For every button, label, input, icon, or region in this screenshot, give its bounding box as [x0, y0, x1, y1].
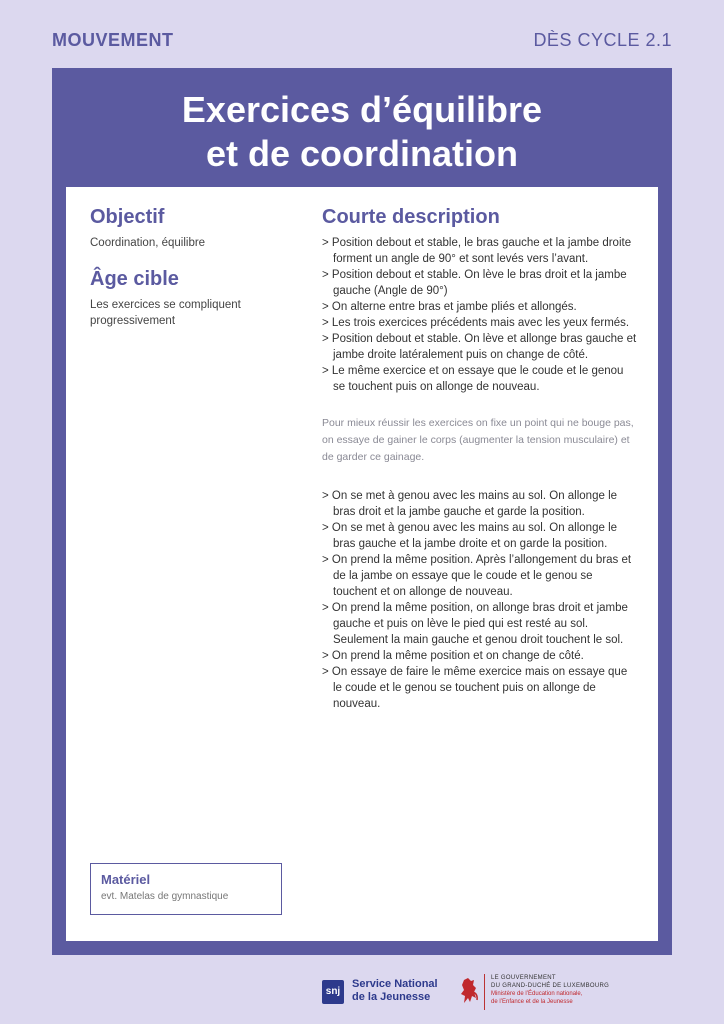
snj-name-line-2: de la Jeunesse: [352, 991, 431, 1003]
gov-line-4: de l’Enfance et de la Jeunesse: [491, 999, 573, 1005]
title-line-2: et de coordination: [205, 133, 518, 174]
list-item: > On alterne entre bras et jambe pliés et allongés.: [322, 301, 577, 313]
list-item: > Position debout et stable. On lève le bras droit et la jambe gauche (Angle de 90°): [322, 269, 627, 297]
list-item: > Position debout et stable. On lève et allonge bras gauche et jambe droite latéralement puis on change de côté.: [322, 333, 637, 361]
footer: [0, 974, 724, 1014]
top-bar: [52, 30, 672, 54]
gov-line-2: DU GRAND-DUCHÉ DE LUXEMBOURG: [491, 983, 610, 989]
description-list-2: [322, 488, 638, 712]
list-item: > On se met à genou avec les mains au sol. On allonge le bras droit et la jambe gauche et garde la position.: [322, 490, 618, 518]
lion-icon: [458, 976, 480, 1006]
list-item: > On prend la même position, on allonge bras droit et jambe gauche et puis on lève le pied qui est resté au sol. Seulement la main gauche et genou droit touchent le sol.: [322, 602, 628, 646]
list-item: > Position debout et stable, le bras gauche et la jambe droite forment un angle de 90° et sont levés vers l’avant.: [322, 237, 632, 265]
gov-line-3: Ministère de l’Éducation nationale,: [491, 991, 583, 997]
list-item: > On prend la même position et on change de côté.: [322, 650, 584, 662]
divider: [484, 974, 485, 1010]
content-panel: [66, 187, 658, 941]
title-line-1: Exercices d’équilibre: [181, 89, 543, 130]
snj-name-line-1: Service National: [352, 978, 438, 990]
objectif-text: Coordination, équilibre: [90, 237, 206, 249]
age-heading: Âge cible: [90, 268, 179, 290]
page-title: [52, 88, 672, 176]
category-label: MOUVEMENT: [52, 30, 174, 50]
description-list-1: [322, 235, 638, 395]
list-item: > On se met à genou avec les mains au sol. On allonge le bras gauche et la jambe droite et on garde la position.: [322, 522, 618, 550]
objectif-heading: Objectif: [90, 206, 165, 228]
list-item: > Les trois exercices précédents mais avec les yeux fermés.: [322, 317, 630, 329]
snj-logo-mark: snj: [322, 980, 344, 1004]
left-column: [90, 205, 290, 329]
gov-line-1: LE GOUVERNEMENT: [491, 975, 556, 981]
age-text: Les exercices se compliquent progressivement: [90, 299, 241, 327]
right-column: [322, 205, 638, 712]
materiel-box: [90, 863, 282, 915]
materiel-heading: Matériel: [101, 872, 151, 887]
materiel-text: evt. Matelas de gymnastique: [101, 891, 229, 902]
tip-note: Pour mieux réussir les exercices on fixe un point qui ne bouge pas, on essaye de gainer le corps (augmenter la tension musculaire) et de garder ce gainage.: [322, 417, 634, 463]
list-item: > Le même exercice et on essaye que le coude et le genou se touchent puis on allonge de nouveau.: [322, 365, 624, 393]
list-item: > On prend la même position. Après l’allongement du bras et de la jambe on essaye que le coude et le genou se touchent et on allonge de nouveau.: [322, 554, 632, 598]
list-item: > On essaye de faire le même exercice mais on essaye que le coude et le genou se touchent puis on allonge de nouveau.: [322, 666, 628, 710]
description-heading: Courte description: [322, 206, 500, 228]
card-frame: [52, 68, 672, 955]
cycle-label: DÈS CYCLE 2.1: [533, 30, 672, 50]
